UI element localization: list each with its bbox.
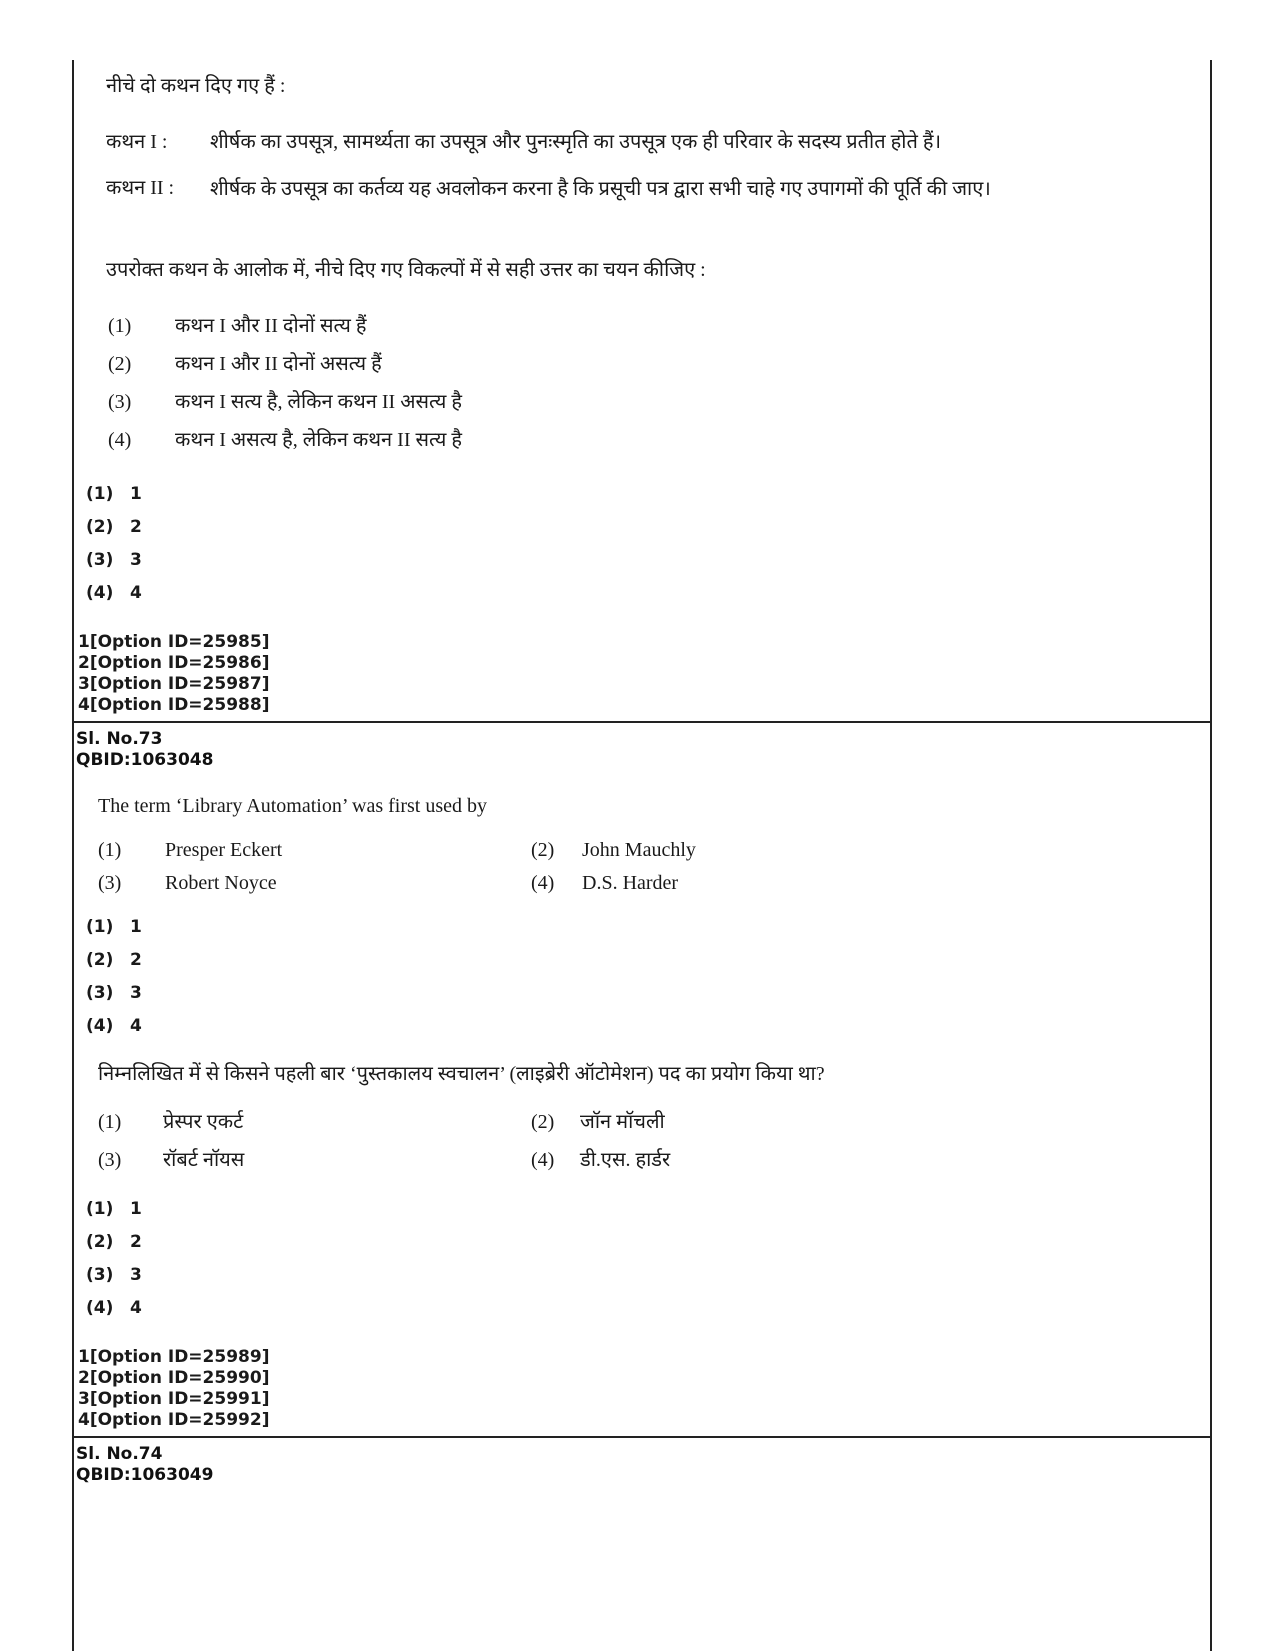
q73-choice-text: Robert Noyce — [165, 872, 277, 894]
q73-answer-option[interactable] — [86, 1016, 142, 1037]
q72-statement2-label: कथन II : — [106, 177, 175, 199]
q73-answer-option[interactable] — [86, 1232, 142, 1253]
answer-number: (3) — [86, 983, 114, 1003]
q73-answer-option[interactable] — [86, 1265, 142, 1286]
q73-choice-text: Presper Eckert — [165, 839, 283, 861]
answer-value: 3 — [130, 1265, 142, 1285]
q73-option-id: 4[Option ID=25992] — [78, 1410, 270, 1430]
q73-choice-num: (4) — [531, 1149, 555, 1171]
answer-value: 4 — [130, 583, 142, 603]
q72-option-id: 4[Option ID=25988] — [78, 695, 270, 715]
answer-number: (1) — [86, 1199, 114, 1219]
q73-question-en: The term ‘Library Automation’ was first used by — [98, 795, 487, 817]
q72-choice-text: कथन I असत्य है, लेकिन कथन II सत्य है — [175, 429, 463, 451]
q73-choice-num: (2) — [531, 839, 555, 861]
q72-answer-option[interactable] — [86, 517, 142, 538]
answer-value: 1 — [130, 1199, 142, 1219]
answer-value: 4 — [130, 1298, 142, 1318]
q72-option-id: 2[Option ID=25986] — [78, 653, 270, 673]
q73-choice-num: (1) — [98, 839, 122, 861]
question-divider — [72, 721, 1212, 723]
q74-serial-number: Sl. No.74 — [76, 1444, 163, 1464]
q73-choice-text: डी.एस. हार्डर — [580, 1149, 671, 1171]
q73-answer-option[interactable] — [86, 983, 142, 1004]
q72-choice-num: (3) — [108, 391, 132, 413]
q73-choice-text: John Mauchly — [582, 839, 696, 861]
q74-qbid: QBID:1063049 — [76, 1465, 214, 1485]
q72-choice-num: (2) — [108, 353, 132, 375]
q73-option-id: 2[Option ID=25990] — [78, 1368, 270, 1388]
q73-choice-num: (2) — [531, 1111, 555, 1133]
question-divider — [72, 1436, 1212, 1438]
q73-question-hi: निम्नलिखित में से किसने पहली बार ‘पुस्तकालय स्वचालन’ (लाइब्रेरी ऑटोमेशन) पद का प्रयोग किया था? — [98, 1063, 825, 1085]
q73-choice-num: (3) — [98, 872, 122, 894]
q72-option-id: 3[Option ID=25987] — [78, 674, 270, 694]
q73-choice-num: (1) — [98, 1111, 122, 1133]
answer-value: 1 — [130, 917, 142, 937]
q73-answer-option[interactable] — [86, 1199, 142, 1220]
q73-choice-text: रॉबर्ट नॉयस — [163, 1149, 245, 1171]
q73-answer-option[interactable] — [86, 950, 142, 971]
answer-value: 3 — [130, 983, 142, 1003]
q73-serial-number: Sl. No.73 — [76, 729, 163, 749]
answer-number: (4) — [86, 583, 114, 603]
q72-statement1-text: शीर्षक का उपसूत्र, सामर्थ्यता का उपसूत्र और पुनःस्मृति का उपसूत्र एक ही परिवार के सदस्य प्रतीत होते हैं। — [210, 131, 942, 153]
q73-option-id: 3[Option ID=25991] — [78, 1389, 270, 1409]
q72-statement2-text: शीर्षक के उपसूत्र का कर्तव्य यह अवलोकन करना है कि प्रसूची पत्र द्वारा सभी चाहे गए उपागमों की पूर्ति की जाए। — [210, 178, 991, 200]
answer-number: (1) — [86, 917, 114, 937]
q73-choice-text: जॉन मॉचली — [580, 1111, 665, 1133]
answer-number: (4) — [86, 1016, 114, 1036]
q73-choice-num: (4) — [531, 872, 555, 894]
q72-choice-text: कथन I सत्य है, लेकिन कथन II असत्य है — [175, 391, 463, 413]
q73-option-id: 1[Option ID=25989] — [78, 1347, 270, 1367]
q73-qbid: QBID:1063048 — [76, 750, 214, 770]
q73-answer-option[interactable] — [86, 1298, 142, 1319]
q72-answer-option[interactable] — [86, 583, 142, 604]
q72-answer-option[interactable] — [86, 484, 142, 505]
answer-value: 3 — [130, 550, 142, 570]
answer-value: 1 — [130, 484, 142, 504]
q73-choice-text: D.S. Harder — [582, 872, 679, 894]
answer-value: 4 — [130, 1016, 142, 1036]
q72-choice-num: (1) — [108, 315, 132, 337]
q72-choice-text: कथन I और II दोनों असत्य हैं — [175, 353, 382, 375]
answer-value: 2 — [130, 1232, 142, 1252]
answer-number: (1) — [86, 484, 114, 504]
answer-number: (3) — [86, 550, 114, 570]
q72-choice-text: कथन I और II दोनों सत्य हैं — [175, 315, 367, 337]
q72-instruction: उपरोक्त कथन के आलोक में, नीचे दिए गए विकल्पों में से सही उत्तर का चयन कीजिए : — [106, 259, 706, 281]
answer-number: (3) — [86, 1265, 114, 1285]
answer-number: (2) — [86, 950, 114, 970]
q72-statement1-label: कथन I : — [106, 131, 168, 153]
answer-number: (4) — [86, 1298, 114, 1318]
answer-number: (2) — [86, 517, 114, 537]
answer-value: 2 — [130, 950, 142, 970]
q72-intro: नीचे दो कथन दिए गए हैं : — [106, 75, 286, 97]
q72-choice-num: (4) — [108, 429, 132, 451]
q72-answer-option[interactable] — [86, 550, 142, 571]
q73-answer-option[interactable] — [86, 917, 142, 938]
q73-choice-text: प्रेस्पर एकर्ट — [163, 1111, 244, 1133]
answer-value: 2 — [130, 517, 142, 537]
answer-number: (2) — [86, 1232, 114, 1252]
q72-option-id: 1[Option ID=25985] — [78, 632, 270, 652]
q73-choice-num: (3) — [98, 1149, 122, 1171]
